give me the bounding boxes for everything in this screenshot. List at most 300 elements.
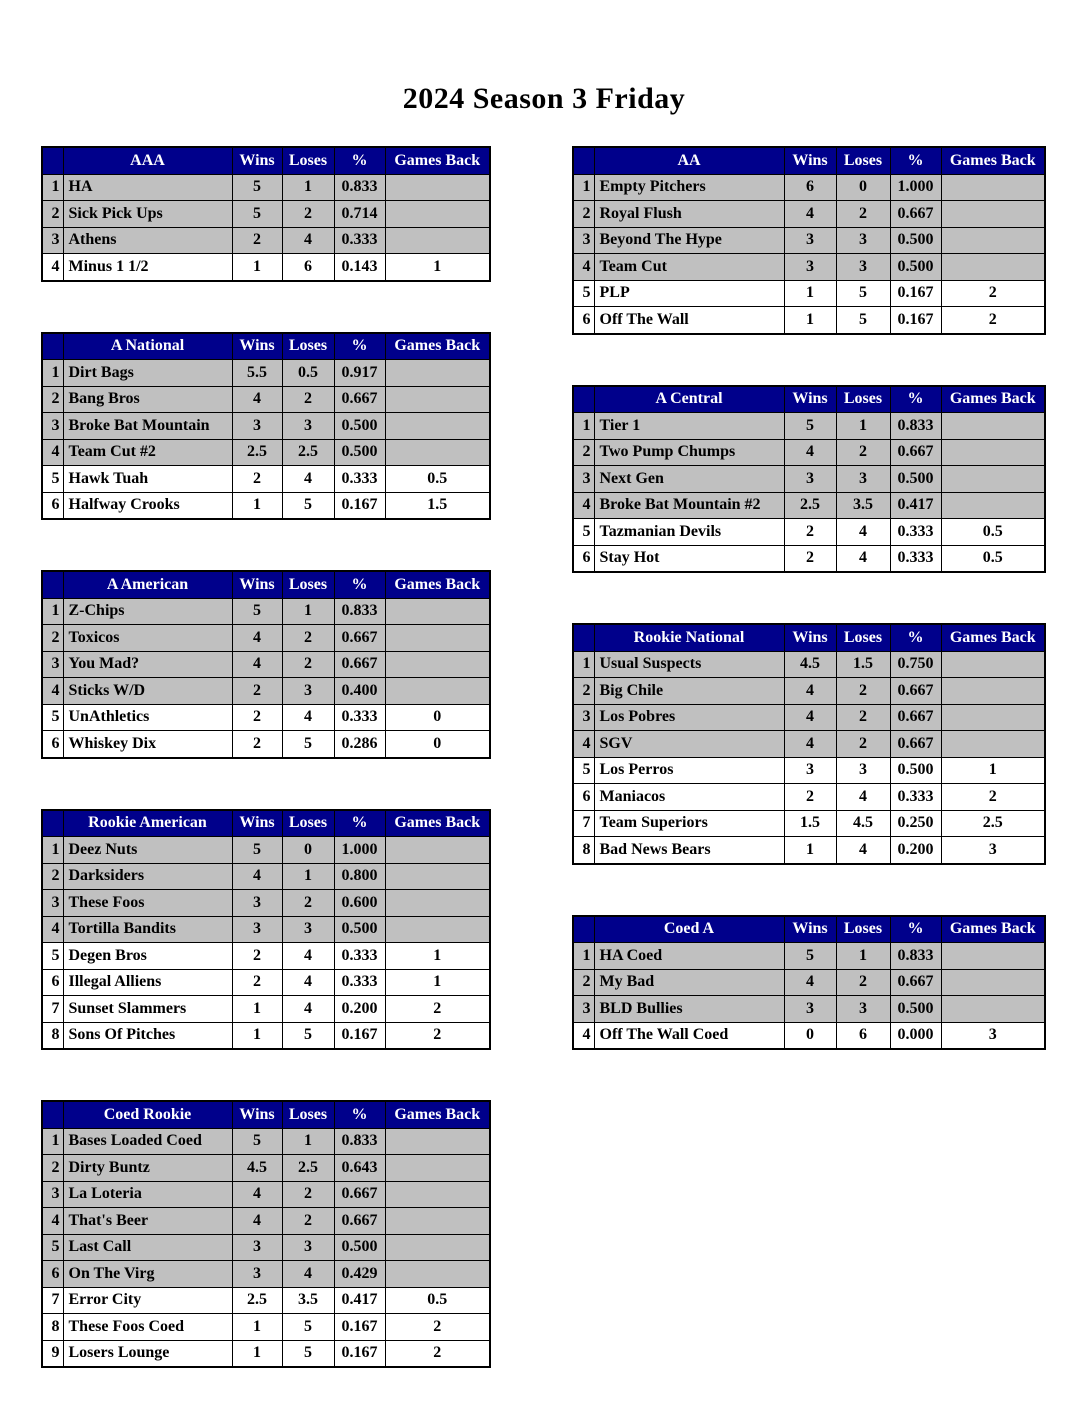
wins-cell: 4.5: [232, 1155, 282, 1182]
games-back-cell: [941, 227, 1045, 254]
pct-cell: 0.667: [890, 201, 941, 228]
header-row: [42, 810, 490, 837]
team-row: [573, 174, 1045, 201]
pct-cell: 0.000: [890, 1022, 941, 1049]
pct-header: %: [334, 147, 385, 174]
pct-cell: 0.833: [890, 413, 941, 440]
division-title: AAA: [63, 147, 232, 174]
games-back-cell: [385, 678, 490, 705]
wins-cell: 4: [232, 386, 282, 413]
table-body: [573, 651, 1045, 864]
team-name-cell: Next Gen: [594, 466, 784, 493]
rank-cell: 2: [573, 439, 594, 466]
team-name-cell: Whiskey Dix: [63, 731, 232, 758]
pct-cell: 0.333: [334, 969, 385, 996]
pct-cell: 0.667: [890, 704, 941, 731]
pct-cell: 0.667: [334, 1208, 385, 1235]
rank-cell: 1: [42, 360, 63, 387]
loses-cell: 1: [836, 413, 890, 440]
header-row: [573, 386, 1045, 413]
pct-cell: 0.667: [890, 969, 941, 996]
wins-header: Wins: [232, 333, 282, 360]
team-name-cell: Big Chile: [594, 678, 784, 705]
loses-cell: 2: [836, 678, 890, 705]
wins-header: Wins: [784, 147, 836, 174]
team-name-cell: Last Call: [63, 1234, 232, 1261]
wins-cell: 5.5: [232, 360, 282, 387]
team-row: [42, 996, 490, 1023]
team-name-cell: Tortilla Bandits: [63, 916, 232, 943]
wins-cell: 1: [232, 1314, 282, 1341]
games-back-cell: [385, 837, 490, 864]
games-back-cell: [385, 174, 490, 201]
pct-cell: 0.643: [334, 1155, 385, 1182]
division-title: Coed A: [594, 916, 784, 943]
team-row: [573, 969, 1045, 996]
games-back-cell: [385, 1181, 490, 1208]
games-back-cell: 2: [385, 1022, 490, 1049]
pct-header: %: [334, 571, 385, 598]
rank-cell: 2: [42, 201, 63, 228]
rank-cell: 2: [42, 625, 63, 652]
pct-cell: 0.667: [334, 651, 385, 678]
games-back-header: Games Back: [941, 386, 1045, 413]
rank-cell: 1: [42, 174, 63, 201]
wins-cell: 3: [232, 890, 282, 917]
standings-table-aa: [572, 146, 1046, 335]
corner-cell: [42, 571, 63, 598]
games-back-cell: 1.5: [385, 492, 490, 519]
pct-cell: 0.333: [334, 227, 385, 254]
standings-table-aaa: [41, 146, 491, 282]
games-back-cell: 0.5: [385, 1287, 490, 1314]
standings-table-coed-a: [572, 915, 1046, 1051]
rank-cell: 6: [573, 307, 594, 334]
pct-cell: 0.500: [890, 996, 941, 1023]
team-name-cell: BLD Bullies: [594, 996, 784, 1023]
loses-cell: 3: [282, 1234, 334, 1261]
wins-cell: 5: [784, 943, 836, 970]
wins-cell: 4: [784, 439, 836, 466]
team-row: [573, 201, 1045, 228]
team-name-cell: Empty Pitchers: [594, 174, 784, 201]
rank-cell: 3: [42, 890, 63, 917]
rank-cell: 3: [573, 227, 594, 254]
team-name-cell: Los Perros: [594, 757, 784, 784]
team-name-cell: Dirty Buntz: [63, 1155, 232, 1182]
games-back-cell: [385, 1155, 490, 1182]
loses-cell: 4: [282, 466, 334, 493]
games-back-cell: [385, 360, 490, 387]
loses-cell: 3: [836, 466, 890, 493]
rank-cell: 3: [42, 651, 63, 678]
team-row: [42, 943, 490, 970]
team-row: [42, 492, 490, 519]
division-title: A American: [63, 571, 232, 598]
team-name-cell: Stay Hot: [594, 545, 784, 572]
games-back-cell: [941, 943, 1045, 970]
games-back-cell: [385, 201, 490, 228]
rank-cell: 1: [42, 1128, 63, 1155]
rank-cell: 6: [42, 969, 63, 996]
pct-cell: 0.750: [890, 651, 941, 678]
games-back-cell: 2.5: [941, 810, 1045, 837]
team-name-cell: Bases Loaded Coed: [63, 1128, 232, 1155]
team-name-cell: Two Pump Chumps: [594, 439, 784, 466]
loses-cell: 2: [836, 704, 890, 731]
games-back-cell: [385, 651, 490, 678]
rank-cell: 1: [573, 413, 594, 440]
team-row: [42, 227, 490, 254]
wins-cell: 1: [232, 492, 282, 519]
team-row: [42, 1208, 490, 1235]
loses-cell: 0: [282, 837, 334, 864]
team-name-cell: Off The Wall: [594, 307, 784, 334]
team-row: [573, 996, 1045, 1023]
team-row: [573, 307, 1045, 334]
table-header: [573, 386, 1045, 413]
pct-cell: 0.333: [890, 784, 941, 811]
team-name-cell: Halfway Crooks: [63, 492, 232, 519]
pct-cell: 0.333: [334, 466, 385, 493]
loses-cell: 3: [836, 254, 890, 281]
pct-cell: 0.833: [334, 1128, 385, 1155]
wins-cell: 5: [232, 598, 282, 625]
wins-cell: 4: [784, 969, 836, 996]
team-row: [42, 1234, 490, 1261]
games-back-cell: [385, 598, 490, 625]
games-back-cell: 2: [385, 1314, 490, 1341]
rank-cell: 7: [573, 810, 594, 837]
team-row: [573, 545, 1045, 572]
loses-header: Loses: [282, 810, 334, 837]
team-row: [42, 704, 490, 731]
loses-cell: 2: [836, 731, 890, 758]
pct-cell: 0.600: [334, 890, 385, 917]
team-name-cell: That's Beer: [63, 1208, 232, 1235]
games-back-cell: 1: [385, 254, 490, 281]
loses-cell: 2: [282, 1181, 334, 1208]
games-back-cell: [385, 413, 490, 440]
team-name-cell: Darksiders: [63, 863, 232, 890]
wins-cell: 4.5: [784, 651, 836, 678]
loses-cell: 3: [836, 996, 890, 1023]
team-name-cell: Degen Bros: [63, 943, 232, 970]
team-name-cell: Los Pobres: [594, 704, 784, 731]
wins-cell: 4: [232, 1181, 282, 1208]
team-row: [573, 280, 1045, 307]
wins-cell: 2: [232, 704, 282, 731]
rank-cell: 5: [42, 1234, 63, 1261]
left-tables-column: [41, 146, 489, 1408]
team-name-cell: Bang Bros: [63, 386, 232, 413]
games-back-cell: 0: [385, 731, 490, 758]
pct-cell: 0.500: [334, 1234, 385, 1261]
rank-cell: 4: [42, 1208, 63, 1235]
games-back-cell: 3: [941, 837, 1045, 864]
games-back-cell: 2: [385, 1340, 490, 1367]
team-row: [42, 1314, 490, 1341]
loses-cell: 5: [282, 1022, 334, 1049]
loses-cell: 3: [836, 227, 890, 254]
team-row: [42, 731, 490, 758]
pct-header: %: [334, 333, 385, 360]
division-title: A Central: [594, 386, 784, 413]
team-row: [573, 492, 1045, 519]
division-title: A National: [63, 333, 232, 360]
games-back-cell: 1: [385, 969, 490, 996]
wins-cell: 2.5: [232, 439, 282, 466]
rank-cell: 1: [573, 174, 594, 201]
rank-cell: 6: [42, 731, 63, 758]
pct-cell: 0.667: [334, 1181, 385, 1208]
team-name-cell: PLP: [594, 280, 784, 307]
pct-cell: 0.800: [334, 863, 385, 890]
games-back-cell: [941, 254, 1045, 281]
games-back-cell: 2: [941, 280, 1045, 307]
standings-table-rookie-national: [572, 623, 1046, 865]
rank-cell: 3: [42, 227, 63, 254]
team-name-cell: Off The Wall Coed: [594, 1022, 784, 1049]
games-back-cell: [385, 916, 490, 943]
wins-cell: 4: [784, 678, 836, 705]
page-title: 2024 Season 3 Friday: [402, 82, 686, 115]
rank-cell: 6: [573, 784, 594, 811]
rank-cell: 4: [42, 678, 63, 705]
loses-cell: 1: [282, 1128, 334, 1155]
games-back-cell: [941, 969, 1045, 996]
rank-cell: 4: [573, 1022, 594, 1049]
rank-cell: 2: [573, 969, 594, 996]
corner-cell: [573, 386, 594, 413]
team-row: [573, 731, 1045, 758]
table-header: [573, 147, 1045, 174]
header-row: [42, 571, 490, 598]
pct-cell: 0.200: [334, 996, 385, 1023]
games-back-cell: [941, 174, 1045, 201]
wins-cell: 2: [232, 969, 282, 996]
team-row: [42, 837, 490, 864]
wins-cell: 5: [232, 201, 282, 228]
loses-cell: 3: [282, 678, 334, 705]
header-row: [42, 147, 490, 174]
team-name-cell: Z-Chips: [63, 598, 232, 625]
team-name-cell: My Bad: [594, 969, 784, 996]
rank-cell: 4: [573, 731, 594, 758]
loses-cell: 4: [836, 784, 890, 811]
games-back-header: Games Back: [385, 571, 490, 598]
team-row: [42, 201, 490, 228]
loses-cell: 4: [282, 996, 334, 1023]
team-row: [42, 1128, 490, 1155]
wins-cell: 2: [784, 519, 836, 546]
games-back-cell: [941, 704, 1045, 731]
team-row: [42, 174, 490, 201]
corner-cell: [573, 624, 594, 651]
games-back-cell: [941, 678, 1045, 705]
games-back-header: Games Back: [385, 1101, 490, 1128]
team-row: [42, 1155, 490, 1182]
wins-cell: 4: [232, 863, 282, 890]
loses-header: Loses: [282, 147, 334, 174]
pct-cell: 0.667: [890, 439, 941, 466]
rank-cell: 6: [573, 545, 594, 572]
rank-cell: 8: [42, 1314, 63, 1341]
wins-cell: 3: [784, 757, 836, 784]
games-back-cell: 0.5: [941, 545, 1045, 572]
rank-cell: 3: [573, 996, 594, 1023]
corner-cell: [42, 810, 63, 837]
rank-cell: 1: [573, 943, 594, 970]
games-back-cell: 0: [385, 704, 490, 731]
wins-cell: 3: [232, 1261, 282, 1288]
team-name-cell: Bad News Bears: [594, 837, 784, 864]
loses-cell: 2: [282, 1208, 334, 1235]
loses-header: Loses: [836, 916, 890, 943]
pct-cell: 0.200: [890, 837, 941, 864]
wins-cell: 1: [784, 307, 836, 334]
games-back-cell: [385, 386, 490, 413]
games-back-cell: [385, 227, 490, 254]
pct-header: %: [334, 810, 385, 837]
wins-cell: 2: [232, 227, 282, 254]
games-back-header: Games Back: [385, 147, 490, 174]
team-name-cell: On The Virg: [63, 1261, 232, 1288]
standings-table-a-american: [41, 570, 491, 759]
team-row: [42, 651, 490, 678]
rank-cell: 4: [573, 254, 594, 281]
wins-cell: 5: [232, 1128, 282, 1155]
team-row: [573, 466, 1045, 493]
pct-header: %: [334, 1101, 385, 1128]
wins-cell: 3: [232, 413, 282, 440]
wins-cell: 6: [784, 174, 836, 201]
wins-cell: 2: [232, 943, 282, 970]
pct-cell: 0.400: [334, 678, 385, 705]
loses-cell: 5: [836, 280, 890, 307]
team-name-cell: Toxicos: [63, 625, 232, 652]
wins-cell: 3: [784, 254, 836, 281]
rank-cell: 3: [573, 466, 594, 493]
rank-cell: 5: [42, 466, 63, 493]
rank-cell: 7: [42, 1287, 63, 1314]
corner-cell: [573, 916, 594, 943]
team-name-cell: These Foos Coed: [63, 1314, 232, 1341]
team-row: [573, 519, 1045, 546]
games-back-cell: [385, 1261, 490, 1288]
pct-header: %: [890, 624, 941, 651]
wins-cell: 4: [232, 1208, 282, 1235]
loses-cell: 0: [836, 174, 890, 201]
wins-cell: 2.5: [232, 1287, 282, 1314]
loses-cell: 6: [282, 254, 334, 281]
loses-cell: 1: [836, 943, 890, 970]
wins-cell: 2: [784, 784, 836, 811]
loses-cell: 2.5: [282, 1155, 334, 1182]
rank-cell: 1: [42, 598, 63, 625]
team-name-cell: Team Cut #2: [63, 439, 232, 466]
wins-header: Wins: [232, 571, 282, 598]
team-name-cell: Sick Pick Ups: [63, 201, 232, 228]
rank-cell: 5: [42, 943, 63, 970]
pct-cell: 0.714: [334, 201, 385, 228]
team-name-cell: Team Superiors: [594, 810, 784, 837]
loses-cell: 4: [282, 943, 334, 970]
team-name-cell: Broke Bat Mountain #2: [594, 492, 784, 519]
pct-header: %: [890, 916, 941, 943]
games-back-cell: [941, 439, 1045, 466]
team-name-cell: Usual Suspects: [594, 651, 784, 678]
team-row: [42, 890, 490, 917]
loses-cell: 3: [282, 413, 334, 440]
table-body: [573, 413, 1045, 573]
games-back-cell: [941, 731, 1045, 758]
pct-cell: 1.000: [334, 837, 385, 864]
team-name-cell: Error City: [63, 1287, 232, 1314]
pct-cell: 0.333: [890, 545, 941, 572]
wins-cell: 4: [784, 201, 836, 228]
table-body: [573, 174, 1045, 334]
wins-header: Wins: [232, 810, 282, 837]
team-row: [42, 1181, 490, 1208]
pct-cell: 0.667: [890, 731, 941, 758]
table-header: [42, 147, 490, 174]
wins-cell: 4: [784, 704, 836, 731]
rank-cell: 5: [573, 519, 594, 546]
team-row: [42, 863, 490, 890]
team-row: [573, 810, 1045, 837]
loses-cell: 2: [836, 201, 890, 228]
games-back-header: Games Back: [385, 333, 490, 360]
rank-cell: 5: [573, 757, 594, 784]
pct-cell: 0.333: [334, 704, 385, 731]
wins-cell: 1: [232, 1022, 282, 1049]
rank-cell: 3: [573, 704, 594, 731]
pct-cell: 1.000: [890, 174, 941, 201]
pct-cell: 0.167: [890, 307, 941, 334]
loses-cell: 4.5: [836, 810, 890, 837]
loses-cell: 2: [282, 386, 334, 413]
wins-cell: 2: [232, 731, 282, 758]
table-header: [42, 1101, 490, 1128]
team-name-cell: These Foos: [63, 890, 232, 917]
team-name-cell: Sons Of Pitches: [63, 1022, 232, 1049]
team-row: [573, 943, 1045, 970]
team-name-cell: Minus 1 1/2: [63, 254, 232, 281]
pct-cell: 0.667: [890, 678, 941, 705]
wins-header: Wins: [784, 386, 836, 413]
team-name-cell: Hawk Tuah: [63, 466, 232, 493]
loses-header: Loses: [836, 624, 890, 651]
wins-cell: 3: [784, 227, 836, 254]
header-row: [42, 333, 490, 360]
team-row: [573, 757, 1045, 784]
games-back-header: Games Back: [941, 147, 1045, 174]
team-name-cell: HA: [63, 174, 232, 201]
games-back-cell: 2: [385, 996, 490, 1023]
corner-cell: [42, 1101, 63, 1128]
corner-cell: [573, 147, 594, 174]
wins-cell: 4: [232, 651, 282, 678]
loses-cell: 1: [282, 598, 334, 625]
division-title: AA: [594, 147, 784, 174]
rank-cell: 2: [42, 1155, 63, 1182]
pct-cell: 0.333: [334, 943, 385, 970]
team-row: [42, 1261, 490, 1288]
rank-cell: 4: [42, 254, 63, 281]
table-header: [42, 571, 490, 598]
games-back-cell: [385, 625, 490, 652]
